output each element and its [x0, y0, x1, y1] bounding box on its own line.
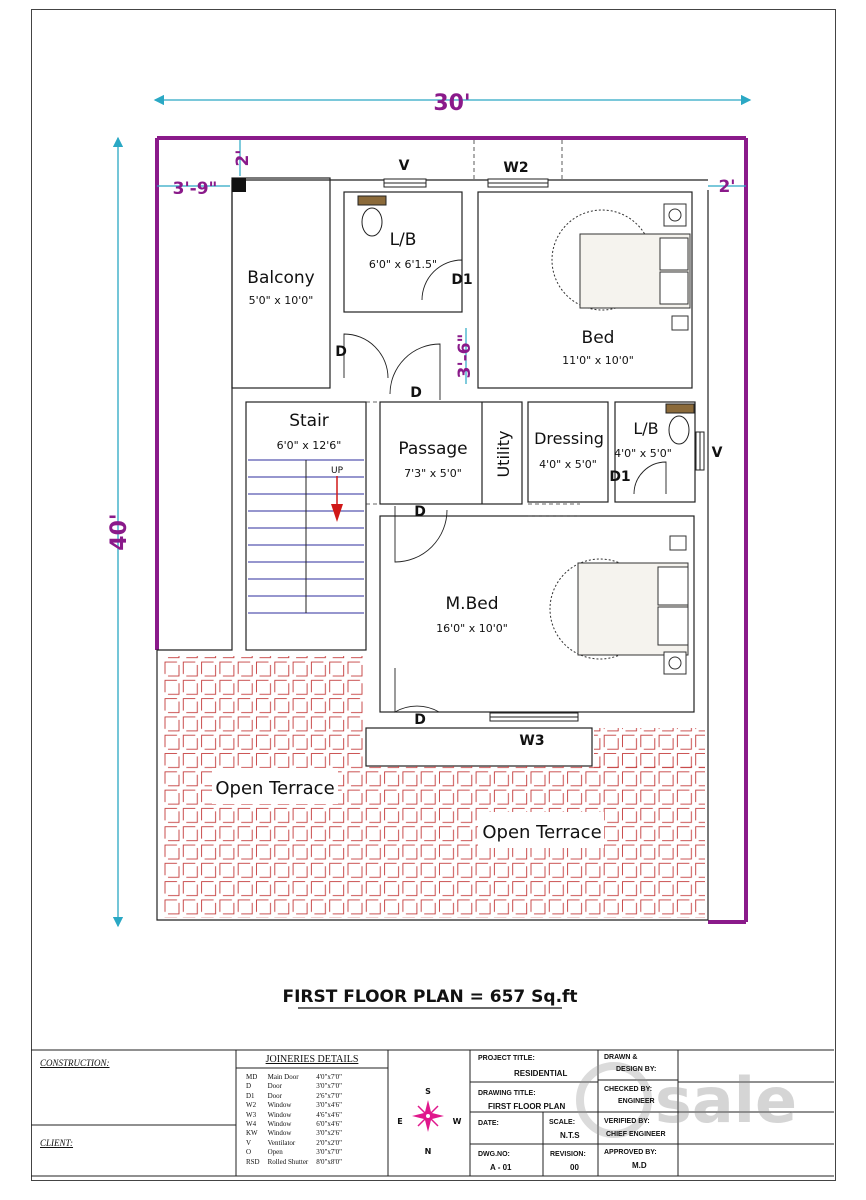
construction-label: CONSTRUCTION:: [40, 1058, 110, 1068]
terrace-tiles-right: [594, 728, 705, 768]
joinery-size: 3'0"x7'0": [316, 1082, 343, 1091]
joinery-code: MD: [246, 1073, 258, 1081]
joinery-code: D1: [246, 1091, 255, 1100]
label-d-passage-mid: D: [414, 504, 426, 520]
terrace-label-left: Open Terrace: [215, 778, 335, 799]
joinery-type: Main Door: [267, 1073, 299, 1081]
dim-top-setback: 2': [233, 149, 253, 167]
stair-steps: [248, 460, 364, 613]
joinery-row: [242, 1082, 346, 1091]
joinery-row: [242, 1101, 346, 1110]
room-passage-name: Passage: [398, 439, 468, 459]
label-d-passage-top: D: [410, 385, 422, 401]
joinery-code: W3: [246, 1110, 257, 1119]
label-d1-lb2: D1: [609, 469, 631, 485]
label-v-top: V: [398, 158, 410, 174]
joinery-size: 2'6"x7'0": [316, 1091, 343, 1100]
joinery-type: Window: [267, 1129, 292, 1138]
joinery-type: Open: [267, 1148, 283, 1157]
room-lb1-size: 6'0" x 6'1.5": [368, 258, 438, 271]
room-bed-name: Bed: [581, 328, 615, 348]
room-lb2-name: L/B: [633, 419, 659, 438]
room-passage-size: 7'3" x 5'0": [404, 467, 462, 480]
verified-value: CHIEF ENGINEER: [606, 1131, 666, 1138]
verified-label: VERIFIED BY:: [604, 1118, 650, 1125]
joinery-row: [242, 1148, 346, 1157]
compass-e: E: [397, 1117, 403, 1126]
room-mbed-size: 16'0" x 10'0": [436, 622, 508, 635]
joinery-type: Door: [267, 1082, 283, 1091]
joinery-code: W4: [246, 1120, 257, 1129]
joinery-size: 4'0"x7'0": [316, 1073, 343, 1081]
dim-left-setback: 3'-9": [172, 179, 218, 199]
joineries-title: JOINERIES DETAILS: [265, 1054, 359, 1065]
joinery-size: 6'0"x4'6": [316, 1120, 343, 1129]
dim-height: 40': [107, 513, 132, 551]
joinery-row: [242, 1158, 346, 1167]
room-stair-name: Stair: [289, 411, 329, 431]
compass-s: S: [425, 1087, 431, 1096]
compass-w: W: [452, 1117, 462, 1126]
joinery-code: W2: [246, 1101, 257, 1110]
revision-value: 00: [570, 1163, 579, 1172]
project-title-label: PROJECT TITLE:: [478, 1055, 535, 1062]
approved-label: APPROVED BY:: [604, 1149, 657, 1156]
room-dressing-name: Dressing: [534, 429, 604, 448]
room-mbed-name: M.Bed: [445, 594, 499, 614]
revision-label: REVISION:: [550, 1151, 586, 1158]
joinery-type: Door: [267, 1091, 283, 1100]
checked-value: ENGINEER: [618, 1098, 655, 1105]
joinery-type: Window: [267, 1110, 292, 1119]
room-balcony-size: 5'0" x 10'0": [248, 294, 314, 307]
approved-value: M.D: [632, 1161, 647, 1170]
joinery-size: 3'0"x2'6": [316, 1129, 343, 1138]
scale-value: N.T.S: [560, 1131, 580, 1140]
joinery-code: RSD: [246, 1157, 260, 1166]
project-title-value: RESIDENTIAL: [514, 1069, 568, 1078]
date-label: DATE:: [478, 1120, 499, 1127]
joinery-size: 4'6"x4'6": [316, 1110, 343, 1119]
client-label: CLIENT:: [40, 1138, 74, 1148]
room-balcony-name: Balcony: [247, 268, 315, 288]
stair-up-label: UP: [330, 466, 344, 476]
room-stair-size: 6'0" x 12'6": [276, 439, 342, 452]
room-dressing-size: 4'0" x 5'0": [539, 458, 597, 471]
joinery-type: Window: [267, 1120, 292, 1129]
label-w2: W2: [503, 160, 529, 176]
drawing-title-label: DRAWING TITLE:: [478, 1090, 536, 1097]
joinery-size: 3'0"x7'0": [316, 1148, 343, 1157]
joinery-size: 3'0"x4'6": [316, 1101, 343, 1110]
joinery-row: [242, 1111, 346, 1120]
room-utility-name: Utility: [494, 430, 513, 478]
watermark-text: sale: [655, 1064, 798, 1137]
room-lb2-size: 4'0" x 5'0": [614, 447, 672, 460]
dwg-no-value: A - 01: [490, 1163, 512, 1172]
joinery-type: Rolled Shutter: [267, 1157, 309, 1166]
terrace-label-right: Open Terrace: [482, 822, 602, 843]
compass-n: N: [424, 1147, 432, 1156]
joinery-row: [242, 1120, 346, 1129]
dim-door-gap: 3'-6": [455, 333, 475, 379]
joinery-row: [242, 1129, 346, 1138]
column: [232, 178, 246, 192]
compass-icon: [412, 1100, 444, 1132]
label-d-mbed: D: [414, 712, 426, 728]
joinery-type: Ventilator: [267, 1138, 296, 1147]
design-label: DESIGN BY:: [616, 1066, 657, 1073]
label-v-right: V: [711, 445, 723, 461]
joineries-table: [242, 1073, 346, 1167]
joinery-code: D: [246, 1082, 252, 1091]
joinery-size: 2'0"x2'0": [316, 1138, 343, 1147]
joinery-type: Window: [267, 1101, 292, 1110]
checked-label: CHECKED BY:: [604, 1086, 653, 1093]
joinery-size: 8'0"x8'0": [316, 1157, 343, 1166]
watermark-logo: [580, 1064, 797, 1137]
drawing-title-value: FIRST FLOOR PLAN: [488, 1102, 566, 1111]
joinery-row: [242, 1139, 346, 1148]
label-w3: W3: [519, 733, 545, 749]
dwg-no-label: DWG.NO:: [478, 1151, 510, 1158]
joinery-code: V: [246, 1138, 252, 1147]
scale-label: SCALE:: [549, 1119, 576, 1126]
room-bed-size: 11'0" x 10'0": [562, 354, 634, 367]
room-lb1-name: L/B: [389, 230, 417, 250]
label-d-balcony: D: [335, 344, 347, 360]
joinery-code: KW: [246, 1129, 258, 1138]
plan-title: FIRST FLOOR PLAN = 657 Sq.ft: [282, 987, 578, 1007]
dim-width: 30': [433, 91, 471, 116]
joinery-row: [242, 1092, 346, 1101]
joinery-row: [242, 1073, 346, 1082]
label-d1-top: D1: [451, 272, 473, 288]
dim-right-setback: 2': [718, 177, 736, 197]
joinery-code: O: [246, 1148, 252, 1157]
drawn-label: DRAWN &: [604, 1054, 638, 1061]
